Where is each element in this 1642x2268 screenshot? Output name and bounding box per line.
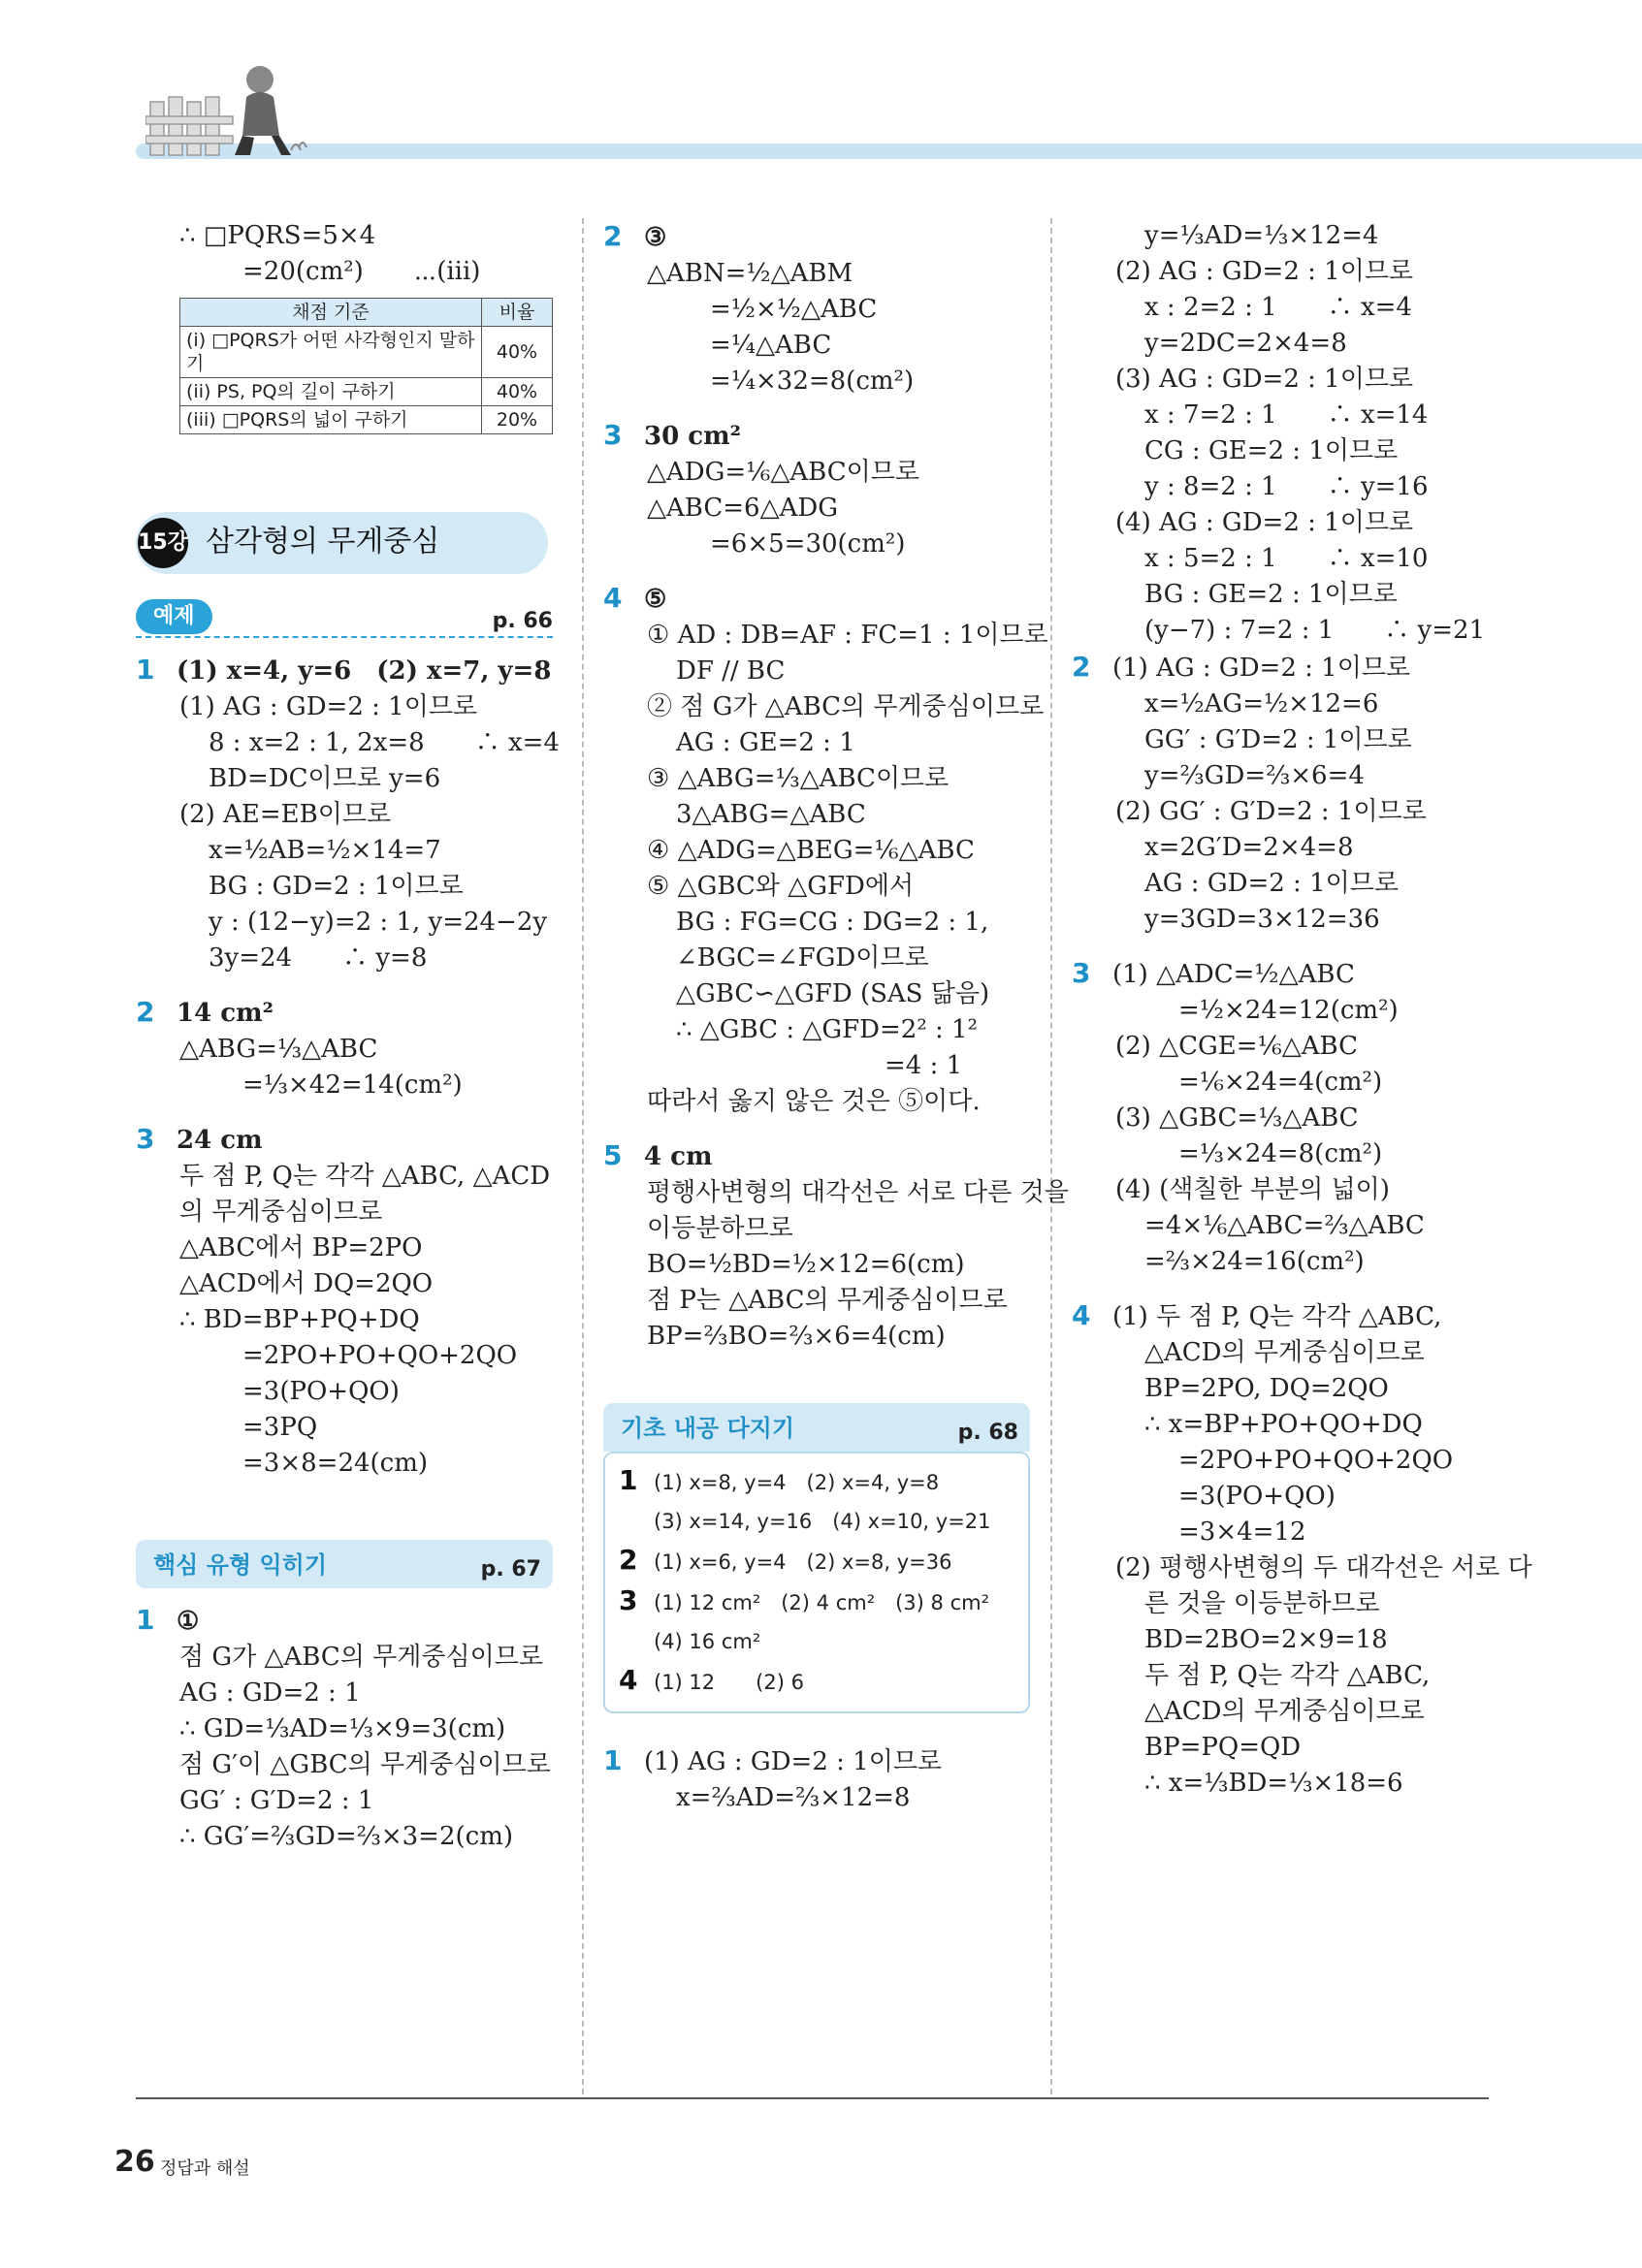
- text-line: △ADG=⅙△ABC이므로: [647, 458, 919, 487]
- text-line: 이등분하므로: [647, 1214, 793, 1243]
- table-cell: (i) □PQRS가 어떤 사각형인지 말하기: [180, 327, 482, 378]
- column-divider: [582, 218, 584, 2094]
- answer: 4 cm: [644, 1142, 713, 1171]
- column-1: [136, 218, 560, 1855]
- page-ref: p. 66: [492, 609, 553, 633]
- text-line: =3×4=12: [1178, 1517, 1306, 1547]
- text-line: △ACD의 무게중심이므로: [1144, 1697, 1425, 1726]
- column-2: [603, 218, 1069, 1816]
- page-ref: p. 68: [957, 1421, 1018, 1445]
- text-line: △ABC에서 BP=2PO: [179, 1233, 423, 1262]
- table-cell: 40%: [482, 378, 553, 406]
- list-item: 1 (1) x=8, y=4 (2) x=4, y=8: [619, 1464, 940, 1496]
- table-row: [180, 406, 553, 434]
- text-line: (3) △GBC=⅓△ABC: [1115, 1103, 1359, 1133]
- basic-header: [603, 1403, 1030, 1452]
- text-line: x=2G′D=2×4=8: [1144, 833, 1354, 862]
- text-line: =½×½△ABC: [710, 295, 878, 324]
- text-line: (4) (색칠한 부분의 넓이): [1115, 1175, 1390, 1204]
- text-line: (2) AG : GD=2 : 1이므로: [1115, 257, 1414, 286]
- text-line: (2) GG′ : G′D=2 : 1이므로: [1115, 797, 1427, 826]
- text-line: y=2DC=2×4=8: [1144, 329, 1347, 358]
- footer-label: 정답과 해설: [160, 2158, 250, 2179]
- list-item: (4) 16 cm²: [654, 1630, 761, 1653]
- text-line: 의 무게중심이므로: [179, 1198, 383, 1227]
- text-line: BG : GE=2 : 1이므로: [1144, 580, 1398, 609]
- text-line: 따라서 옳지 않은 것은 ⑤이다.: [647, 1087, 981, 1116]
- text-line: ② 점 G가 △ABC의 무게중심이므로: [647, 692, 1045, 721]
- text-line: ∴ x=BP+PO+QO+DQ: [1144, 1410, 1423, 1439]
- text-line: =3(PO+QO): [1178, 1482, 1336, 1511]
- dashed-rule: [136, 636, 553, 638]
- text-line: 두 점 P, Q는 각각 △ABC, △ACD: [179, 1162, 551, 1191]
- text-line: 3△ABG=△ABC: [676, 800, 866, 829]
- text-line: x : 5=2 : 1 ∴ x=10: [1144, 544, 1429, 573]
- answer: ⑤: [644, 585, 667, 614]
- text-line: ∴ △GBC : △GFD=2² : 1²: [676, 1015, 978, 1044]
- table-cell: 20%: [482, 406, 553, 434]
- text-line: =⅓×24=8(cm²): [1178, 1139, 1383, 1168]
- answer-line: 2 ③: [603, 220, 667, 252]
- gardener-illustration: [145, 58, 310, 165]
- text-line: ∴ BD=BP+PQ+DQ: [179, 1305, 420, 1334]
- table-row: [180, 378, 553, 406]
- text-line: DF // BC: [676, 656, 786, 686]
- text-line: BP=⅔BO=⅔×6=4(cm): [647, 1322, 946, 1351]
- text-line: =½×24=12(cm²): [1178, 996, 1399, 1025]
- text-line: △ABC=6△ADG: [647, 494, 838, 523]
- text-line: ∴ GG′=⅔GD=⅔×3=2(cm): [179, 1822, 513, 1851]
- text-line: △GBC∽△GFD (SAS 닮음): [676, 979, 990, 1008]
- answer-line: 5 4 cm: [603, 1139, 713, 1171]
- text-line: ∴ x=⅓BD=⅓×18=6: [1144, 1769, 1403, 1798]
- text-line: (3) AG : GD=2 : 1이므로: [1115, 365, 1414, 394]
- text-line: △ACD의 무게중심이므로: [1144, 1338, 1425, 1367]
- text-line: (2) AE=EB이므로: [179, 800, 392, 829]
- text-line: 점 G′이 △GBC의 무게중심이므로: [179, 1750, 551, 1779]
- text-line: BG : GD=2 : 1이므로: [209, 872, 464, 901]
- text-line: y : (12−y)=2 : 1, y=24−2y: [209, 908, 548, 937]
- text-line: =⅙×24=4(cm²): [1178, 1068, 1383, 1097]
- page-ref: p. 67: [480, 1557, 541, 1581]
- text-line: (1) AG : GD=2 : 1이므로: [179, 692, 478, 721]
- core-type-header: [136, 1540, 553, 1588]
- text-line: y=3GD=3×12=36: [1144, 905, 1380, 934]
- answer: (1) △ADC=½△ABC: [1112, 960, 1355, 989]
- column-divider: [1050, 218, 1052, 2094]
- text-line: =3×8=24(cm): [242, 1449, 429, 1478]
- text-line: 두 점 P, Q는 각각 △ABC,: [1144, 1661, 1431, 1690]
- basic-answer-box: [603, 1452, 1030, 1713]
- text-line: (2) △CGE=⅙△ABC: [1115, 1032, 1358, 1061]
- lesson-badge: 15강: [138, 518, 188, 568]
- text-line: x=½AB=½×14=7: [209, 836, 441, 865]
- text-line: 점 P는 △ABC의 무게중심이므로: [647, 1286, 1008, 1315]
- answer-line: 1 (1) x=4, y=6 (2) x=7, y=8: [136, 654, 552, 686]
- text-line: 3y=24 ∴ y=8: [209, 943, 428, 973]
- text-line: ⑤ △GBC와 △GFD에서: [647, 872, 915, 901]
- text-line: △ABG=⅓△ABC: [179, 1035, 378, 1064]
- column-3: [1072, 218, 1532, 1802]
- section-title: 삼각형의 무게중심: [206, 525, 440, 559]
- text-line: 평행사변형의 대각선은 서로 다른 것을: [647, 1178, 1069, 1207]
- text-line: △ACD에서 DQ=2QO: [179, 1269, 434, 1298]
- basic-title: 기초 내공 다지기: [621, 1415, 794, 1442]
- text-line: y=⅓AD=⅓×12=4: [1144, 221, 1379, 250]
- answer: ③: [644, 223, 667, 252]
- text-line: AG : GE=2 : 1: [676, 728, 855, 757]
- text-line: =¼△ABC: [710, 331, 832, 360]
- answer: ①: [177, 1607, 200, 1636]
- text-line: △ABN=½△ABM: [647, 259, 853, 288]
- text-line: =¼×32=8(cm²): [710, 367, 915, 396]
- text-line: BD=2BO=2×9=18: [1144, 1625, 1388, 1654]
- text-line: x : 7=2 : 1 ∴ x=14: [1144, 400, 1429, 430]
- answer: 30 cm²: [644, 422, 741, 451]
- section-header: [136, 512, 553, 574]
- text-line: CG : GE=2 : 1이므로: [1144, 436, 1399, 465]
- text-line: (y−7) : 7=2 : 1 ∴ y=21: [1144, 616, 1486, 645]
- text-line: 른 것을 이등분하므로: [1144, 1589, 1380, 1618]
- list-item: 2 (1) x=6, y=4 (2) x=8, y=36: [619, 1544, 952, 1576]
- answer-line: 4 ⑤: [603, 582, 667, 614]
- core-type-title: 핵심 유형 익히기: [153, 1551, 327, 1579]
- text-line: ③ △ABG=⅓△ABC이므로: [647, 764, 950, 793]
- text-line: GG′ : G′D=2 : 1이므로: [1144, 725, 1412, 754]
- text-line: 점 G가 △ABC의 무게중심이므로: [179, 1643, 543, 1672]
- answer-line: 3 (1) △ADC=½△ABC: [1072, 957, 1355, 989]
- table-cell: (iii) □PQRS의 넓이 구하기: [180, 406, 482, 434]
- text-line: =4×⅙△ABC=⅔△ABC: [1144, 1211, 1425, 1240]
- table-header: 비율: [482, 299, 553, 327]
- answer: 14 cm²: [177, 999, 274, 1028]
- text-line: x=½AG=½×12=6: [1144, 689, 1379, 719]
- answer: 24 cm: [177, 1126, 263, 1155]
- text-line: (4) AG : GD=2 : 1이므로: [1115, 508, 1414, 537]
- example-tag: 예제: [136, 599, 212, 634]
- answer: (1) 두 점 P, Q는 각각 △ABC,: [1112, 1302, 1442, 1331]
- answer: (1) AG : GD=2 : 1이므로: [644, 1747, 943, 1776]
- text-line: AG : GD=2 : 1이므로: [1144, 869, 1399, 898]
- scoring-table: [179, 298, 553, 434]
- text-line: =⅔×24=16(cm²): [1144, 1247, 1365, 1276]
- text-line: =4 : 1: [885, 1051, 963, 1080]
- text-line: ∴ □PQRS=5×4: [179, 221, 376, 250]
- text-line: BO=½BD=½×12=6(cm): [647, 1250, 965, 1279]
- list-item: 4 (1) 12 (2) 6: [619, 1664, 804, 1696]
- text-line: =3(PO+QO): [242, 1377, 400, 1406]
- text-line: =2PO+PO+QO+2QO: [242, 1341, 518, 1370]
- text-line: =2PO+PO+QO+2QO: [1178, 1446, 1454, 1475]
- answer-line: 2 (1) AG : GD=2 : 1이므로: [1072, 651, 1411, 683]
- text-line: BG : FG=CG : DG=2 : 1,: [676, 908, 989, 937]
- example-header: [136, 595, 553, 638]
- answer-line: 4 (1) 두 점 P, Q는 각각 △ABC,: [1072, 1299, 1442, 1331]
- header-bar: [136, 144, 1642, 159]
- text-line: ④ △ADG=△BEG=⅙△ABC: [647, 836, 975, 865]
- answer-line: 1 ①: [136, 1604, 200, 1636]
- text-line: 8 : x=2 : 1, 2x=8 ∴ x=4: [209, 728, 560, 757]
- text-line: ① AD : DB=AF : FC=1 : 1이므로: [647, 621, 1048, 650]
- answer-line: 1 (1) AG : GD=2 : 1이므로: [603, 1744, 943, 1776]
- text-line: GG′ : G′D=2 : 1: [179, 1786, 374, 1815]
- footer-rule: [136, 2097, 1489, 2099]
- text-line: =⅓×42=14(cm²): [242, 1070, 463, 1100]
- text-line: ∠BGC=∠FGD이므로: [676, 943, 929, 973]
- text-line: AG : GD=2 : 1: [179, 1678, 361, 1708]
- text-line: x=⅔AD=⅔×12=8: [676, 1783, 911, 1812]
- table-cell: (ii) PS, PQ의 길이 구하기: [180, 378, 482, 406]
- page-number: 26: [114, 2145, 155, 2179]
- text-line: =20(cm²) ⋯(iii): [242, 257, 481, 286]
- text-line: x : 2=2 : 1 ∴ x=4: [1144, 293, 1412, 322]
- text-line: BP=2PO, DQ=2QO: [1144, 1374, 1389, 1403]
- answer-line: 3 24 cm: [136, 1123, 263, 1155]
- answer: (1) x=4, y=6 (2) x=7, y=8: [177, 656, 552, 686]
- text-line: BD=DC이므로 y=6: [209, 764, 441, 793]
- text-line: =3PQ: [242, 1413, 318, 1442]
- list-item: (3) x=14, y=16 (4) x=10, y=21: [654, 1510, 991, 1533]
- answer: (1) AG : GD=2 : 1이므로: [1112, 654, 1411, 683]
- text-line: BP=PQ=QD: [1144, 1733, 1302, 1762]
- text-line: (2) 평행사변형의 두 대각선은 서로 다: [1115, 1553, 1532, 1582]
- table-header: 채점 기준: [180, 299, 482, 327]
- table-cell: 40%: [482, 327, 553, 378]
- table-row: [180, 327, 553, 378]
- list-item: 3 (1) 12 cm² (2) 4 cm² (3) 8 cm²: [619, 1584, 989, 1616]
- text-line: y : 8=2 : 1 ∴ y=16: [1144, 472, 1429, 501]
- answer-line: 3 30 cm²: [603, 419, 741, 451]
- text-line: y=⅔GD=⅔×6=4: [1144, 761, 1365, 790]
- answer-line: 2 14 cm²: [136, 996, 274, 1028]
- text-line: =6×5=30(cm²): [710, 529, 906, 559]
- text-line: ∴ GD=⅓AD=⅓×9=3(cm): [179, 1714, 506, 1743]
